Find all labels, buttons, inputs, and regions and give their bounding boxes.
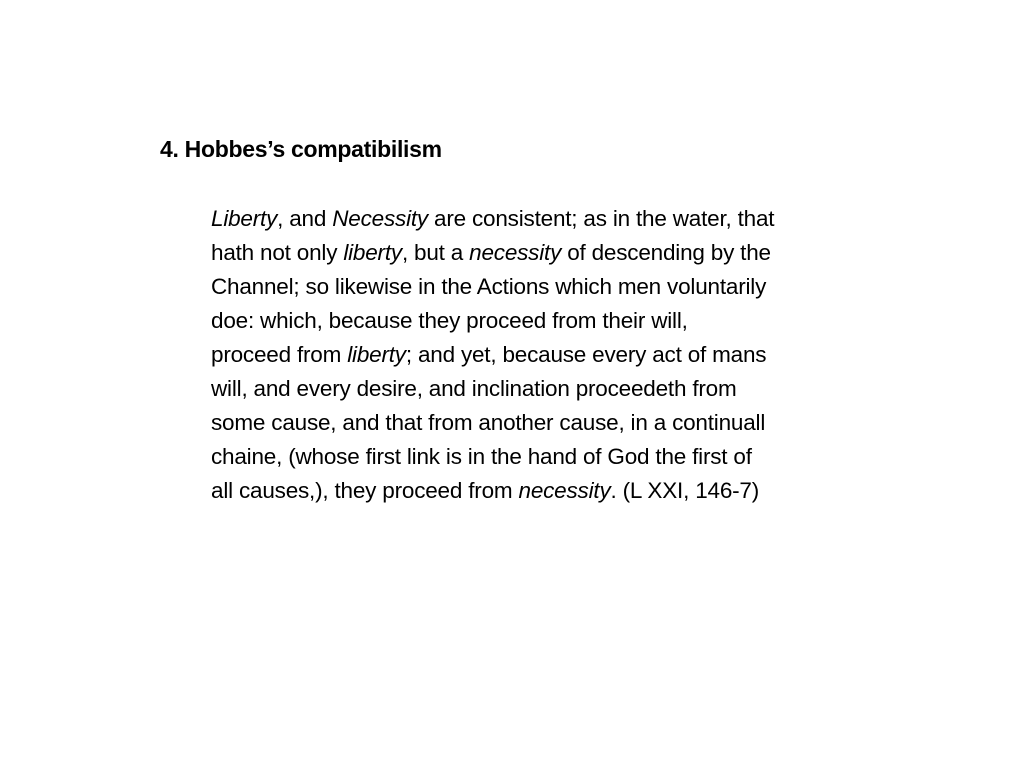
quote-emphasis: liberty xyxy=(347,342,406,367)
quote-text: will, and every desire, and inclination proceedeth from xyxy=(211,376,737,401)
quote-text: some cause, and that from another cause, in a continuall xyxy=(211,410,766,435)
hobbes-quote xyxy=(211,202,911,508)
quote-line xyxy=(211,202,911,236)
quote-text: are consistent; as in the water, that xyxy=(427,206,775,231)
quote-line xyxy=(211,372,911,406)
quote-emphasis: liberty xyxy=(343,240,402,265)
quote-line xyxy=(211,270,911,304)
quote-text: proceed from xyxy=(211,342,348,367)
quote-text: hath not only xyxy=(211,240,344,265)
quote-text: . (L XXI, 146-7) xyxy=(610,478,760,503)
quote-text: ; and yet, because every act of mans xyxy=(405,342,767,367)
quote-text: chaine, (whose first link is in the hand of God the first of xyxy=(211,444,752,469)
quote-text: Channel; so likewise in the Actions which men voluntarily xyxy=(211,274,767,299)
quote-text: , and xyxy=(277,206,333,231)
quote-text: all causes,), they proceed from xyxy=(211,478,519,503)
quote-emphasis: Liberty xyxy=(211,206,278,231)
quote-text: , but a xyxy=(401,240,470,265)
quote-line xyxy=(211,304,911,338)
quote-text: of descending by the xyxy=(561,240,771,265)
slide-heading: 4. Hobbes’s compatibilism xyxy=(160,136,442,162)
quote-emphasis: Necessity xyxy=(332,206,428,231)
quote-emphasis: necessity xyxy=(518,478,611,503)
quote-line xyxy=(211,440,911,474)
quote-line xyxy=(211,236,911,270)
quote-line xyxy=(211,406,911,440)
quote-line xyxy=(211,338,911,372)
quote-text: doe: which, because they proceed from their will, xyxy=(211,308,688,333)
quote-emphasis: necessity xyxy=(469,240,562,265)
quote-line xyxy=(211,474,911,508)
